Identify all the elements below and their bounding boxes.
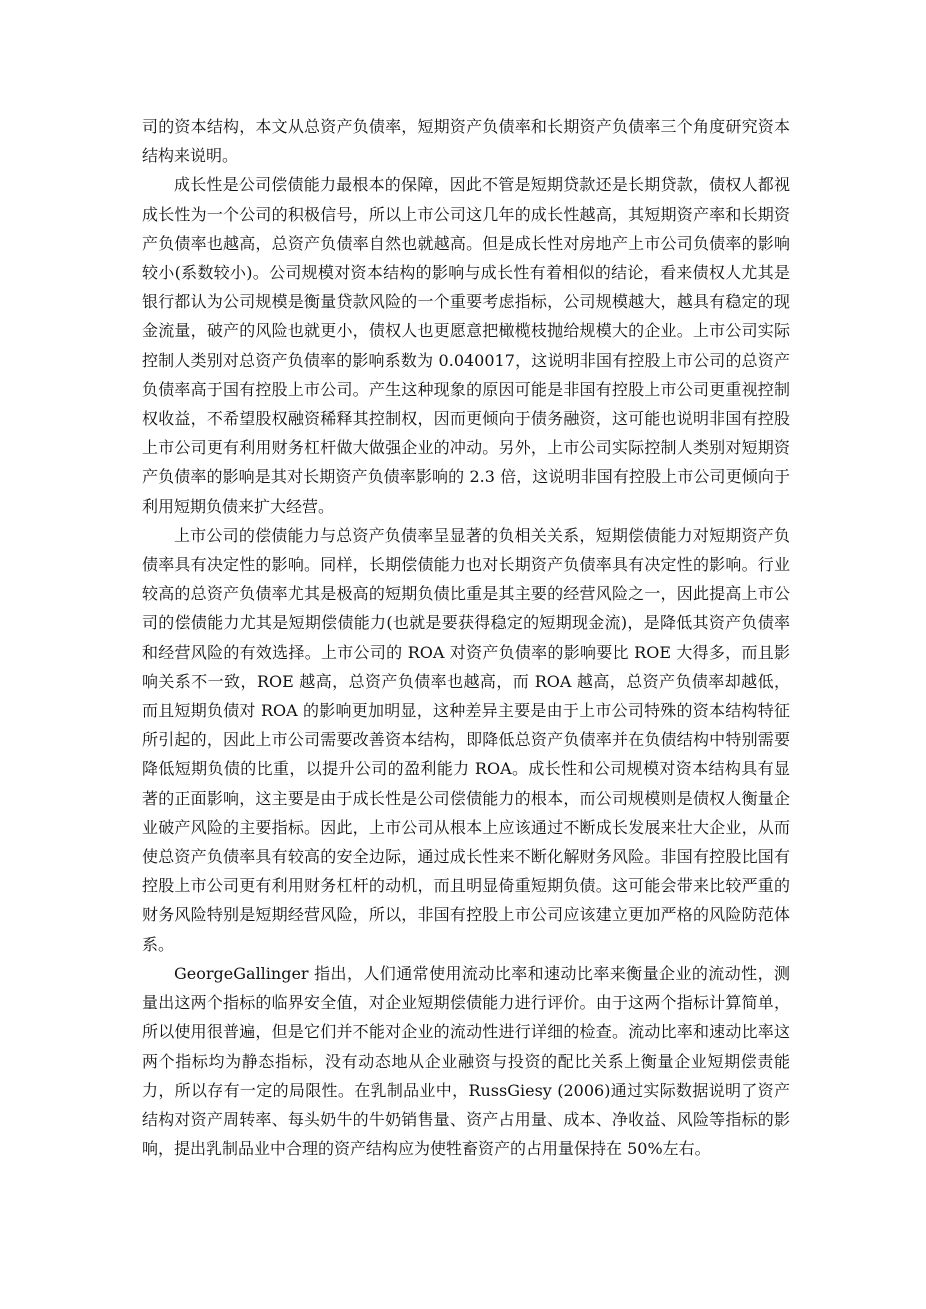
paragraph-2: 成长性是公司偿债能力最根本的保障，因此不管是短期贷款还是长期贷款，债权人都视成长性为一个公司的积极信号，所以上市公司这几年的成长性越高，其短期资产率和长期资产负债率也越高，总资产负债率自然也就越高。但是成长性对房地产上市公司负债率的影响较小(系数较小)。公司规模对资本结构的影响与成长性有着相似的结论，看来债权人尤其是银行都认为公司规模是衡量贷款风险的一个重要考虑指标，公司规模越大，越具有稳定的现金流量，破产的风险也就更小，债权人也更愿意把橄榄枝抛给规模大的企业。上市公司实际控制人类别对总资产负债率的影响系数为 0.040017，这说明非国有控股上市公司的总资产负债率高于国有控股上市公司。产生这种现象的原因可能是非国有控股上市公司更重视控制权收益，不希望股权融资稀释其控制权，因而更倾向于债务融资，这可能也说明非国有控股上市公司更有利用财务杠杆做大做强企业的冲动。另外，上市公司实际控制人类别对短期资产负债率的影响是其对长期资产负债率影响的 2.3 倍，这说明非国有控股上市公司更倾向于利用短期负债来扩大经营。: [142, 175, 790, 516]
paragraph-1: 司的资本结构，本文从总资产负债率，短期资产负债率和长期资产负债率三个角度研究资本结构来说明。: [142, 117, 790, 166]
body-text: [142, 112, 790, 1163]
paragraph-3: 上市公司的偿债能力与总资产负债率呈显著的负相关关系，短期偿债能力对短期资产负债率具有决定性的影响。同样，长期偿债能力也对长期资产负债率具有决定性的影响。行业较高的总资产负债率尤其是极高的短期负债比重是其主要的经营风险之一，因此提高上市公司的偿债能力尤其是短期偿债能力(也就是要获得稳定的短期现金流)，是降低其资产负债率和经营风险的有效选择。上市公司的 ROA 对资产负债率的影响要比 ROE 大得多，而且影响关系不一致，ROE 越高，总资产负债率也越高，而 ROA 越高，总资产负债率却越低，而且短期负债对 ROA 的影响更加明显，这种差异主要是由于上市公司特殊的资本结构特征所引起的，因此上市公司需要改善资本结构，即降低总资产负债率并在负债结构中特别需要降低短期负债的比重，以提升公司的盈利能力 ROA。成长性和公司规模对资本结构具有显著的正面影响，这主要是由于成长性是公司偿债能力的根本，而公司规模则是债权人衡量企业破产风险的主要指标。因此，上市公司从根本上应该通过不断成长发展来壮大企业，从而使总资产负债率具有较高的安全边际，通过成长性来不断化解财务风险。非国有控股比国有控股上市公司更有利用财务杠杆的动机，而且明显倚重短期负债。这可能会带来比较严重的财务风险特别是短期经营风险，所以，非国有控股上市公司应该建立更加严格的风险防范体系。: [142, 525, 790, 954]
paragraph-4: GeorgeGallinger 指出，人们通常使用流动比率和速动比率来衡量企业的流动性，测量出这两个指标的临界安全值，对企业短期偿债能力进行评价。由于这两个指标计算简单，所以使用很普遍，但是它们并不能对企业的流动性进行详细的检查。流动比率和速动比率这两个指标均为静态指标，没有动态地从企业融资与投资的配比关系上衡量企业短期偿责能力，所以存有一定的局限性。在乳制品业中，RussGiesy (2006)通过实际数据说明了资产结构对资产周转率、每头奶牛的牛奶销售量、资产占用量、成本、净收益、风险等指标的影响，提出乳制品业中合理的资产结构应为使牲畜资产的占用量保持在 50%左右。: [142, 963, 790, 1159]
